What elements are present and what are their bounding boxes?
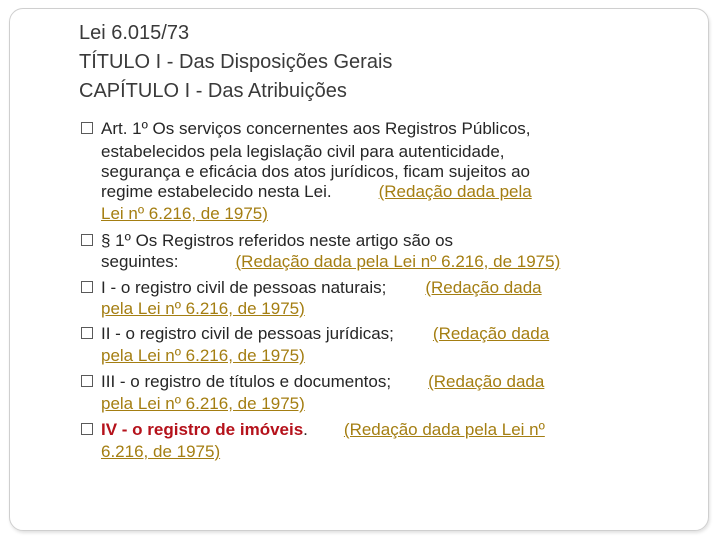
item-iv-line1: IV - o registro de imóveis. (Redação dada pela Lei nº (101, 418, 545, 441)
amendment-link[interactable]: (Redação dada pela Lei nº (343, 420, 545, 439)
item-ii-line1: II - o registro civil de pessoas jurídicas; (Redação dada (101, 322, 549, 345)
bullet-icon (81, 375, 93, 387)
art1-line1: Art. 1º Os serviços concernentes aos Registros Públicos, (101, 117, 531, 140)
highlighted-item: IV - o registro de imóveis (101, 420, 304, 439)
paragraph1-line1: § 1º Os Registros referidos neste artigo são os (101, 229, 453, 252)
item-i-line2 (101, 297, 305, 320)
amendment-link[interactable]: (Redação dada (428, 372, 545, 391)
bullet-icon (81, 234, 93, 246)
item-i-line1: I - o registro civil de pessoas naturais; (Redação dada (101, 276, 542, 299)
law-title: Lei 6.015/73 (79, 22, 190, 44)
titulo-heading: TÍTULO I - Das Disposições Gerais (79, 51, 393, 73)
bullet-icon (81, 281, 93, 293)
bullet-icon (81, 327, 93, 339)
amendment-link[interactable]: (Redação dada pela Lei nº 6.216, de 1975) (235, 252, 561, 271)
item-iii-line1: III - o registro de títulos e documentos; (Redação dada (101, 370, 544, 393)
amendment-link[interactable]: (Redação dada (432, 324, 550, 343)
amendment-link[interactable]: 6.216, de 1975) (101, 442, 221, 461)
item-iii-line2 (101, 392, 305, 415)
capitulo-heading: CAPÍTULO I - Das Atribuições (79, 80, 347, 102)
art1-line3: segurança e eficácia dos atos jurídicos, ficam sujeitos ao (101, 162, 531, 181)
amendment-link[interactable]: pela Lei nº 6.216, de 1975) (101, 299, 305, 318)
amendment-link[interactable]: pela Lei nº 6.216, de 1975) (101, 394, 305, 413)
bullet-icon (81, 122, 93, 134)
art1-line4: regime estabelecido nesta Lei. (Redação dada pela (101, 182, 532, 201)
amendment-link[interactable]: Lei nº 6.216, de 1975) (101, 204, 268, 223)
amendment-link[interactable]: (Redação dada (425, 278, 542, 297)
art1-line5 (101, 202, 268, 225)
amendment-link[interactable]: (Redação dada pela (378, 182, 532, 201)
bullet-icon (81, 423, 93, 435)
amendment-link[interactable]: pela Lei nº 6.216, de 1975) (101, 346, 305, 365)
art1-line2: estabelecidos pela legislação civil para autenticidade, (101, 142, 505, 161)
item-ii-line2 (101, 344, 305, 367)
item-iv-line2 (101, 440, 220, 463)
paragraph1-line2: seguintes: (Redação dada pela Lei nº 6.216, de 1975) (101, 252, 561, 271)
